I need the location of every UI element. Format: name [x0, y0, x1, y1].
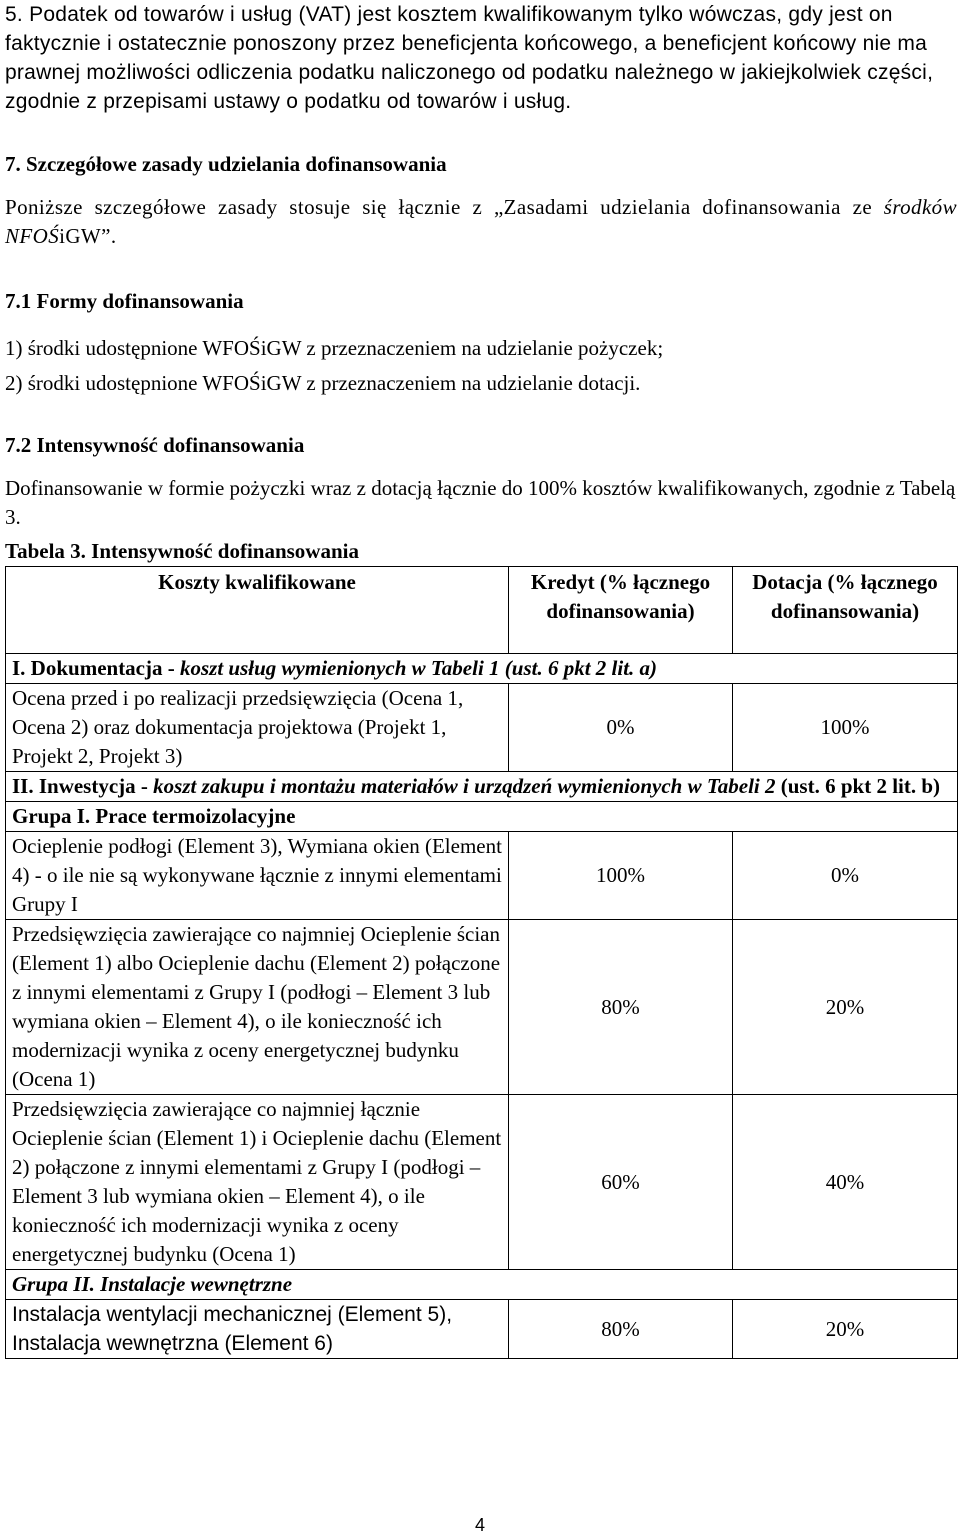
section-row-investment	[6, 772, 958, 802]
cost-cell: Przedsięwzięcia zawierające co najmniej łącznie Ocieplenie ścian (Element 1) i Ocieplenie dachu (Element 2) połączone z innymi elementami z Grupy I (podłogi – Element 3 lub wymiana okien – Element 4), o ile konieczność ich modernizacji wynika z oceny energetycznej budynku (Ocena 1)	[6, 1095, 509, 1270]
intro-italic-text: środków NFOŚ	[5, 195, 957, 248]
intro-text: Poniższe szczegółowe zasady stosuje się łącznie z „Zasadami udzielania dofinansowania ze	[5, 195, 884, 219]
table-row	[6, 1095, 958, 1270]
list-item: 1) środki udostępnione WFOŚiGW z przeznaczeniem na udzielanie pożyczek;	[5, 336, 664, 360]
group-1-label: Grupa I. Prace termoizolacyjne	[6, 802, 958, 832]
page-number: 4	[474, 1515, 485, 1535]
intro-end-text: iGW”.	[59, 224, 117, 248]
grant-cell: 20%	[733, 1300, 958, 1359]
table-caption: Tabela 3. Intensywność dofinansowania	[5, 539, 359, 563]
credit-cell: 100%	[509, 832, 733, 920]
credit-cell: 0%	[509, 684, 733, 772]
cost-cell: Instalacja wentylacji mechanicznej (Element 5), Instalacja wewnętrzna (Element 6)	[6, 1300, 509, 1359]
section-row-documentation	[6, 654, 958, 684]
section-7-heading: 7. Szczegółowe zasady udzielania dofinansowania	[5, 152, 447, 176]
group-row	[6, 802, 958, 832]
header-credit: Kredyt (% łącznego dofinansowania)	[509, 567, 733, 654]
credit-cell: 60%	[509, 1095, 733, 1270]
intensity-table	[5, 566, 958, 1359]
group-2-label: Grupa II. Instalacje wewnętrzne	[6, 1270, 958, 1300]
table-row	[6, 684, 958, 772]
table-row	[6, 920, 958, 1095]
table-header-row	[6, 567, 958, 654]
grant-cell: 20%	[733, 920, 958, 1095]
cost-cell: Ocena przed i po realizacji przedsięwzięcia (Ocena 1, Ocena 2) oraz dokumentacja projektowa (Projekt 1, Projekt 2, Projekt 3)	[6, 684, 509, 772]
grant-cell: 100%	[733, 684, 958, 772]
section-7-2-text: Dofinansowanie w formie pożyczki wraz z dotacją łącznie do 100% kosztów kwalifikowanych, zgodnie z Tabelą 3.	[5, 476, 956, 529]
cost-cell: Przedsięwzięcia zawierające co najmniej Ocieplenie ścian (Element 1) albo Ocieplenie dachu (Element 2) połączone z innymi elementami z Grupy I (podłogi – Element 3 lub wymiana okien – Element 4), o ile konieczność ich modernizacji wynika z oceny energetycznej budynku (Ocena 1)	[6, 920, 509, 1095]
paragraph-vat: 5. Podatek od towarów i usług (VAT) jest kosztem kwalifikowanym tylko wówczas, gdy jest on faktycznie i ostatecznie ponoszony przez beneficjenta końcowego, a beneficjent końcowy nie ma prawnej możliwości odliczenia podatku naliczonego od podatku należnego w jakiejkolwiek części, zgodnie z przepisami ustawy o podatku od towarów i usług.	[5, 3, 934, 113]
grant-cell: 0%	[733, 832, 958, 920]
header-grant: Dotacja (% łącznego dofinansowania)	[733, 567, 958, 654]
table-row	[6, 832, 958, 920]
section-7-1-heading: 7.1 Formy dofinansowania	[5, 289, 244, 313]
group-row	[6, 1270, 958, 1300]
section-desc: koszt usług wymienionych w Tabeli 1 (ust. 6 pkt 2 lit. a)	[180, 656, 658, 680]
section-ref: (ust. 6 pkt 2 lit. b)	[775, 774, 941, 798]
grant-cell: 40%	[733, 1095, 958, 1270]
table-row	[6, 1300, 958, 1359]
section-desc: koszt zakupu i montażu materiałów i urządzeń wymienionych w Tabeli 2	[153, 774, 776, 798]
section-7-intro	[5, 193, 957, 251]
credit-cell: 80%	[509, 1300, 733, 1359]
section-label: I. Dokumentacja -	[12, 656, 180, 680]
credit-cell: 80%	[509, 920, 733, 1095]
list-item: 2) środki udostępnione WFOŚiGW z przeznaczeniem na udzielanie dotacji.	[5, 371, 641, 395]
section-label: II. Inwestycja -	[12, 774, 154, 798]
section-7-2-heading: 7.2 Intensywność dofinansowania	[5, 433, 305, 457]
header-eligible-costs: Koszty kwalifikowane	[6, 567, 509, 654]
forms-list	[5, 331, 663, 401]
cost-cell: Ocieplenie podłogi (Element 3), Wymiana okien (Element 4) - o ile nie są wykonywane łącznie z innymi elementami Grupy I	[6, 832, 509, 920]
